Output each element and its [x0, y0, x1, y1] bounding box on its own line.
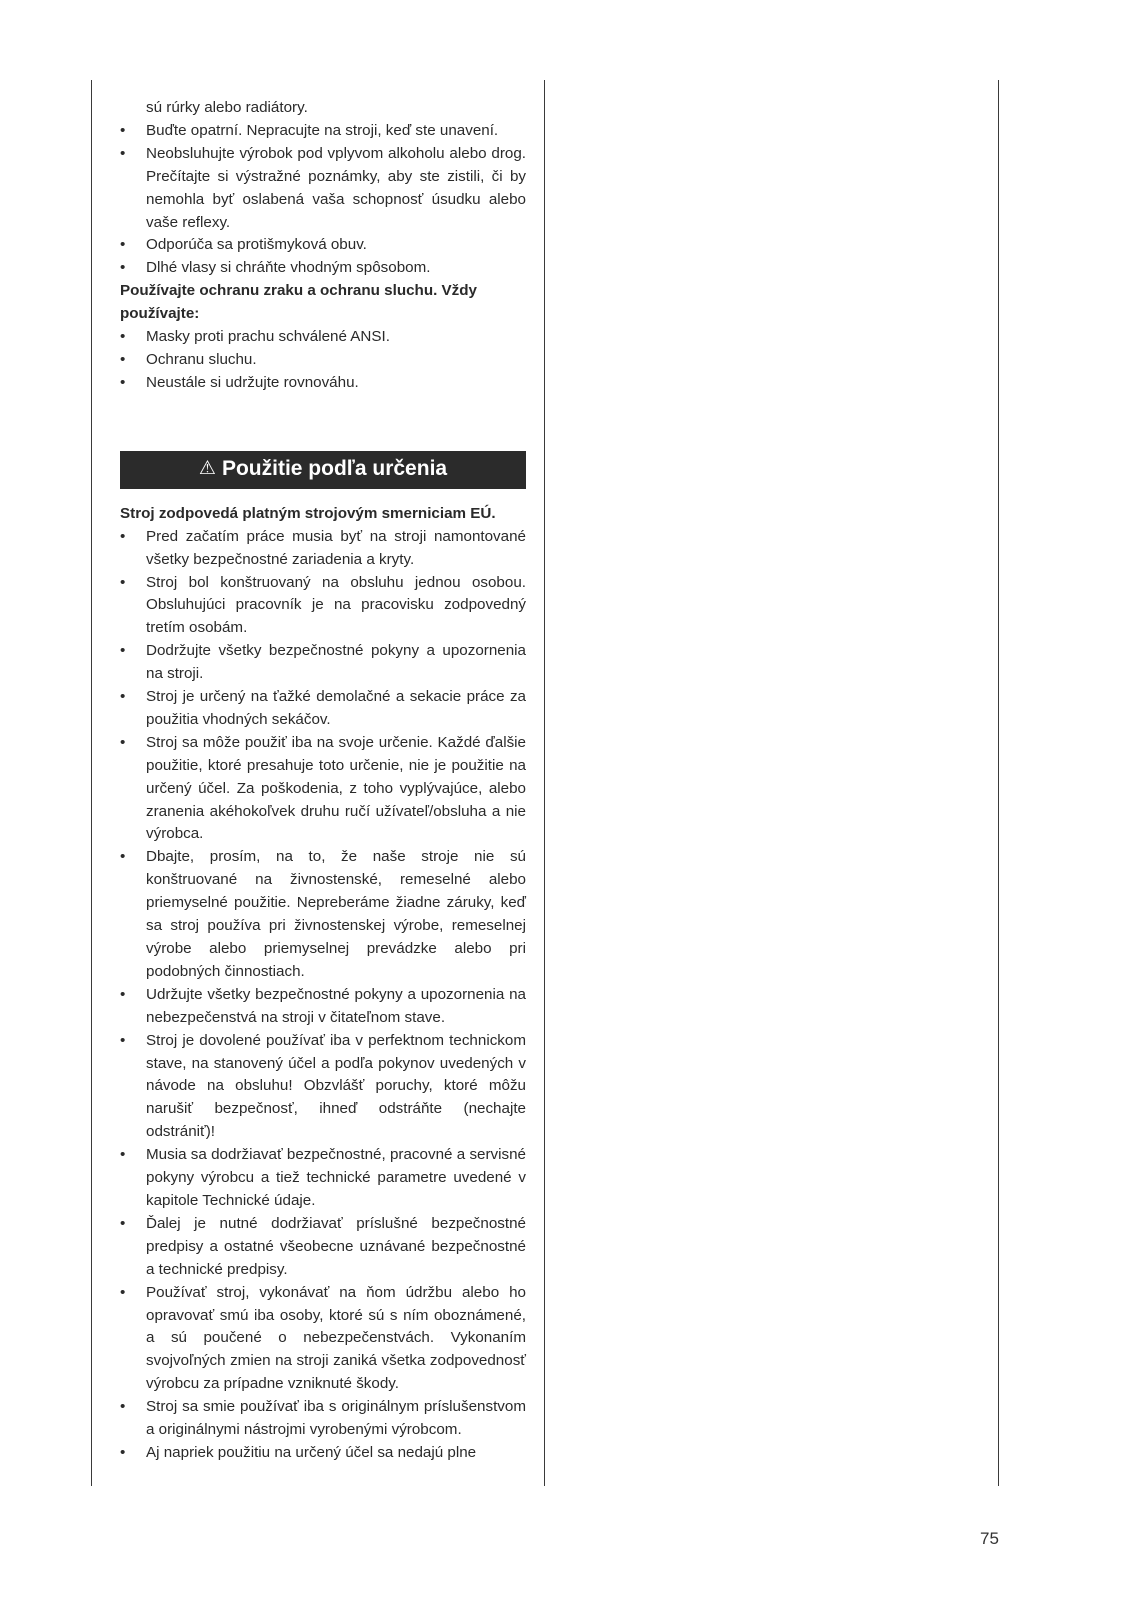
list-item-text: Stroj sa môže použiť iba na svoje určenie. Každé ďalšie použitie, ktoré presahuje toto určenie, nie je použitie na určený účel. Za poškodenia, z toho vyplývajúce, alebo zranenia akéhokoľvek druhu ručí užívateľ/obsluha a nie výrobca.	[146, 733, 526, 843]
bullet-icon: •	[120, 1031, 126, 1049]
bullet-icon: •	[120, 1283, 126, 1301]
list-item	[120, 349, 526, 372]
bullet-icon: •	[120, 328, 126, 346]
list-item-text: Pred začatím práce musia byť na stroji namontované všetky bezpečnostné zariadenia a kryty.	[146, 527, 526, 568]
list-item	[120, 257, 526, 280]
bullet-icon: •	[120, 848, 126, 866]
list-item	[120, 326, 526, 349]
list-item	[120, 1144, 526, 1213]
section-intro: Stroj zodpovedá platným strojovým smerniciam EÚ.	[120, 504, 496, 522]
warning-triangle-icon: ⚠	[198, 458, 216, 480]
bullet-icon: •	[120, 1398, 126, 1416]
bullet-icon: •	[120, 1443, 126, 1461]
list-item-text: Udržujte všetky bezpečnostné pokyny a upozornenia na nebezpečenstvá na stroji v čitateľnom stave.	[146, 985, 526, 1026]
bullet-icon: •	[120, 985, 126, 1003]
list-item	[120, 572, 526, 641]
list-item	[120, 732, 526, 847]
list-item-text: Ďalej je nutné dodržiavať príslušné bezpečnostné predpisy a ostatné všeobecne uznávané bezpečnostné a technické predpisy.	[146, 1214, 526, 1278]
list-item-text: Buďte opatrní. Nepracujte na stroji, keď ste unavení.	[146, 121, 499, 139]
list-item	[120, 686, 526, 732]
continued-text: sú rúrky alebo radiátory.	[146, 99, 308, 116]
list-item	[120, 234, 526, 257]
bullet-icon: •	[120, 236, 126, 254]
list-item-text: Používať stroj, vykonávať na ňom údržbu alebo ho opravovať smú iba osoby, ktoré sú s ním oboznámené, a sú poučené o nebezpečenstvách. Vykonaním svojvoľných zmien na stroji zaniká všetka zodpovednosť výrobcu za prípadne vzniknuté škody.	[146, 1283, 526, 1393]
bullet-icon: •	[120, 642, 126, 660]
list-item-text: Masky proti prachu schválené ANSI.	[146, 328, 390, 346]
bullet-icon: •	[120, 733, 126, 751]
list-item-text: Stroj sa smie používať iba s originálnym príslušenstvom a originálnymi nástrojmi vyrobenými výrobcom.	[146, 1398, 526, 1439]
text-column	[120, 97, 526, 1465]
list-item-text: Odporúča sa protišmyková obuv.	[146, 236, 367, 254]
bullet-icon: •	[120, 350, 126, 368]
list-item	[120, 846, 526, 983]
list-item	[120, 984, 526, 1030]
column-rule-left	[91, 80, 92, 1486]
protection-heading: Používajte ochranu zraku a ochranu sluchu. Vždy používajte:	[120, 282, 477, 323]
list-item	[120, 1213, 526, 1282]
list-item-text: Dlhé vlasy si chráňte vhodným spôsobom.	[146, 259, 431, 277]
bullet-icon: •	[120, 573, 126, 591]
intended-use-list	[120, 526, 526, 1465]
list-item-text: Stroj je dovolené používať iba v perfektnom technickom stave, na stanovený účel a podľa pokynov uvedených v návode na obsluhu! Obzvlášť poruchy, ktoré môžu narušiť bezpečnosť, ihneď odstráňte (nechajte odstrániť)!	[146, 1031, 526, 1141]
list-item-text: Neobsluhujte výrobok pod vplyvom alkoholu alebo drog. Prečítajte si výstražné poznámky, aby ste zistili, či by nemohla byť oslabená vaša schopnosť úsudku alebo vaše reflexy.	[146, 144, 526, 231]
list-item	[120, 372, 526, 395]
list-item-text: Dodržujte všetky bezpečnostné pokyny a upozornenia na stroji.	[146, 642, 526, 683]
protection-list	[120, 326, 526, 395]
list-item	[120, 640, 526, 686]
list-item-text: Aj napriek použitiu na určený účel sa nedajú plne	[146, 1443, 477, 1461]
bullet-icon: •	[120, 144, 126, 162]
bullet-icon: •	[120, 373, 126, 391]
bullet-icon: •	[120, 527, 126, 545]
bullet-icon: •	[120, 688, 126, 706]
list-item-text: Musia sa dodržiavať bezpečnostné, pracovné a servisné pokyny výrobcu a tiež technické parametre uvedené v kapitole Technické údaje.	[146, 1146, 526, 1209]
column-rule-right	[998, 80, 999, 1486]
list-item-text: Ochranu sluchu.	[146, 350, 257, 368]
list-item	[120, 120, 526, 143]
list-item	[120, 143, 526, 235]
safety-list	[120, 120, 526, 280]
list-item-text: Neustále si udržujte rovnováhu.	[146, 373, 359, 391]
section-heading	[120, 451, 526, 489]
bullet-icon: •	[120, 1214, 126, 1232]
column-rule-middle	[544, 80, 545, 1486]
list-item	[120, 1282, 526, 1397]
bullet-icon: •	[120, 259, 126, 277]
list-item	[120, 526, 526, 572]
page-number: 75	[980, 1529, 999, 1548]
list-item-text: Stroj je určený na ťažké demolačné a sekacie práce za použitia vhodných sekáčov.	[146, 688, 526, 728]
list-item	[120, 1442, 526, 1465]
bullet-icon: •	[120, 1146, 126, 1164]
list-item-text: Stroj bol konštruovaný na obsluhu jednou osobou. Obsluhujúci pracovník je na pracovisku zodpovedný tretím osobám.	[146, 573, 526, 637]
bullet-icon: •	[120, 121, 126, 139]
list-item-text: Dbajte, prosím, na to, že naše stroje nie sú konštruované na živnostenské, remeselné alebo priemyselné použitie. Nepreberáme žiadne záruky, keď sa stroj používa pri živnostenskej výrobe, remeselnej výrobe alebo priemyselnej prevádzke alebo pri podobných činnostiach.	[146, 848, 526, 980]
section-title: Použitie podľa určenia	[221, 457, 448, 481]
list-item	[120, 1030, 526, 1145]
list-item	[120, 1396, 526, 1442]
